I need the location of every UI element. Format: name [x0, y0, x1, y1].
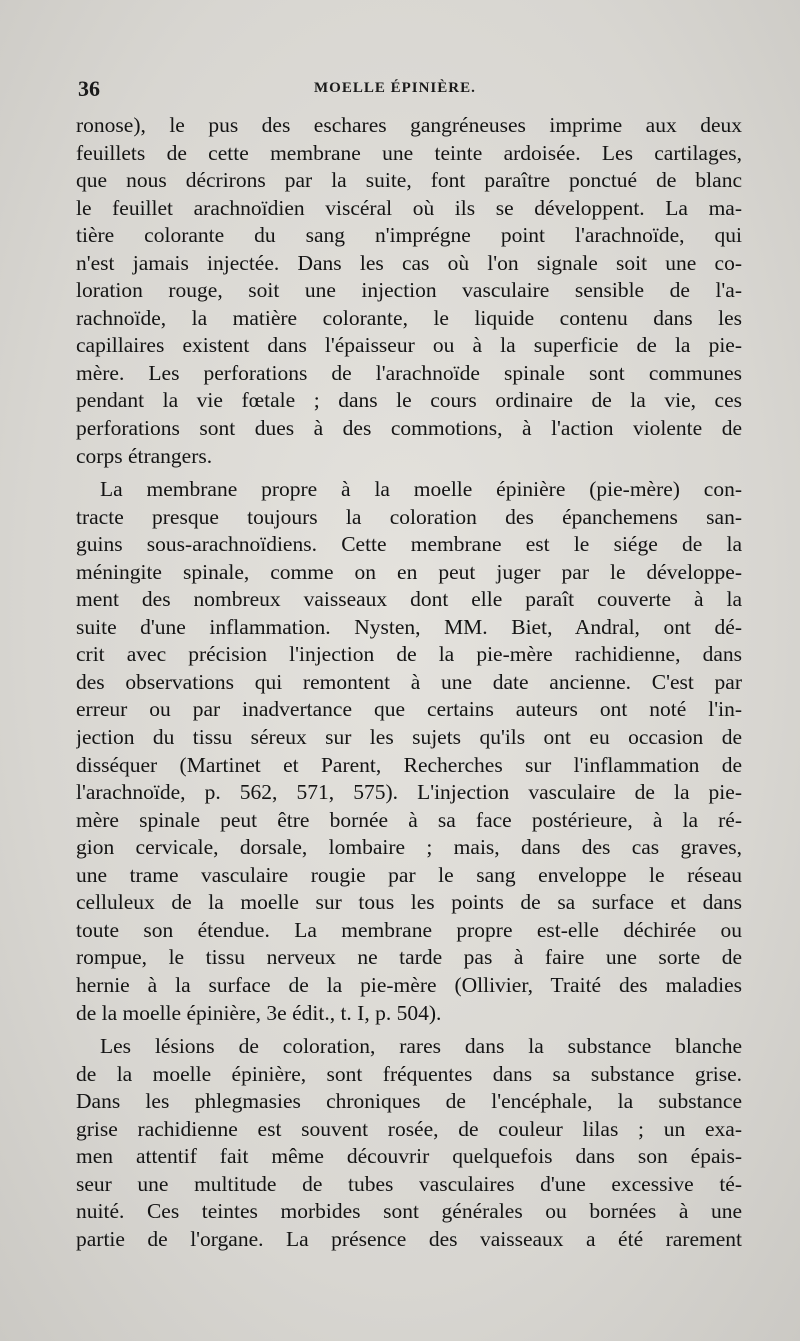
- text-line: des observations qui remontent à une date ancienne. C'est par: [76, 669, 742, 694]
- text-line: n'est jamais injectée. Dans les cas où l'on signale soit une co-: [76, 250, 742, 275]
- text-line: ment des nombreux vaisseaux dont elle paraît couverte à la: [76, 587, 742, 612]
- text-line: mère. Les perforations de l'arachnoïde spinale sont communes: [76, 360, 742, 385]
- text-line: nuité. Ces teintes morbides sont générales ou bornées à une: [76, 1199, 742, 1224]
- text-line: partie de l'organe. La présence des vaisseaux a été rarement: [76, 1226, 742, 1251]
- text-line: crit avec précision l'injection de la pie-mère rachidienne, dans: [76, 642, 742, 667]
- text-line: guins sous-arachnoïdiens. Cette membrane est le siége de la: [76, 532, 742, 557]
- text-line: loration rouge, soit une injection vasculaire sensible de l'a-: [76, 278, 742, 303]
- text-line: Dans les phlegmasies chroniques de l'encéphale, la substance: [76, 1089, 742, 1114]
- text-line: mère spinale peut être bornée à sa face postérieure, à la ré-: [76, 807, 742, 832]
- text-line: suite d'une inflammation. Nysten, MM. Biet, Andral, ont dé-: [76, 614, 742, 639]
- text-line: de la moelle épinière, 3e édit., t. I, p. 504).: [76, 1000, 442, 1025]
- text-line: seur une multitude de tubes vasculaires d'une excessive té-: [76, 1171, 742, 1196]
- text-line: men attentif fait même découvrir quelquefois dans son épais-: [76, 1144, 742, 1169]
- text-line: pendant la vie fœtale ; dans le cours ordinaire de la vie, ces: [76, 388, 742, 413]
- text-line: perforations sont dues à des commotions, à l'action violente de: [76, 416, 742, 441]
- body-text: [76, 112, 742, 1253]
- text-line: La membrane propre à la moelle épinière (pie-mère) con-: [100, 477, 742, 502]
- text-line: le feuillet arachnoïdien viscéral où ils se développent. La ma-: [76, 195, 742, 220]
- text-line: de la moelle épinière, sont fréquentes dans sa substance grise.: [76, 1061, 742, 1086]
- text-line: Les lésions de coloration, rares dans la substance blanche: [100, 1034, 742, 1059]
- text-line: gion cervicale, dorsale, lombaire ; mais, dans des cas graves,: [76, 835, 742, 860]
- text-line: jection du tissu séreux sur les sujets qu'ils ont eu occasion de: [76, 725, 742, 750]
- text-line: capillaires existent dans l'épaisseur ou à la superficie de la pie-: [76, 333, 742, 358]
- text-line: corps étrangers.: [76, 443, 213, 468]
- text-line: méningite spinale, comme on en peut juger par le développe-: [76, 559, 742, 584]
- paragraph-2: [76, 476, 742, 1027]
- text-line: feuillets de cette membrane une teinte ardoisée. Les cartilages,: [76, 140, 742, 165]
- text-line: tière colorante du sang n'imprégne point l'arachnoïde, qui: [76, 223, 742, 248]
- text-line: tracte presque toujours la coloration des épanchemens san-: [76, 504, 742, 529]
- text-line: erreur ou par inadvertance que certains auteurs ont noté l'in-: [76, 697, 742, 722]
- page-number: 36: [78, 76, 100, 101]
- text-line: l'arachnoïde, p. 562, 571, 575). L'injection vasculaire de la pie-: [76, 780, 742, 805]
- text-line: hernie à la surface de la pie-mère (Ollivier, Traité des maladies: [76, 972, 742, 997]
- page-header: [78, 76, 738, 106]
- text-line: rompue, le tissu nerveux ne tarde pas à faire une sorte de: [76, 945, 742, 970]
- paragraph-3: [76, 1033, 742, 1253]
- text-line: rachnoïde, la matière colorante, le liquide contenu dans les: [76, 305, 742, 330]
- text-line: grise rachidienne est souvent rosée, de couleur lilas ; un exa-: [76, 1116, 742, 1141]
- running-title: MOELLE ÉPINIÈRE.: [314, 80, 476, 96]
- text-line: celluleux de la moelle sur tous les points de sa surface et dans: [76, 890, 742, 915]
- text-line: une trame vasculaire rougie par le sang enveloppe le réseau: [76, 862, 742, 887]
- text-line: toute son étendue. La membrane propre est-elle déchirée ou: [76, 917, 742, 942]
- text-line: disséquer (Martinet et Parent, Recherches sur l'inflammation de: [76, 752, 742, 777]
- text-line: que nous décrirons par la suite, font paraître ponctué de blanc: [76, 168, 742, 193]
- paragraph-1: [76, 112, 742, 470]
- text-line: ronose), le pus des eschares gangréneuses imprime aux deux: [76, 113, 742, 137]
